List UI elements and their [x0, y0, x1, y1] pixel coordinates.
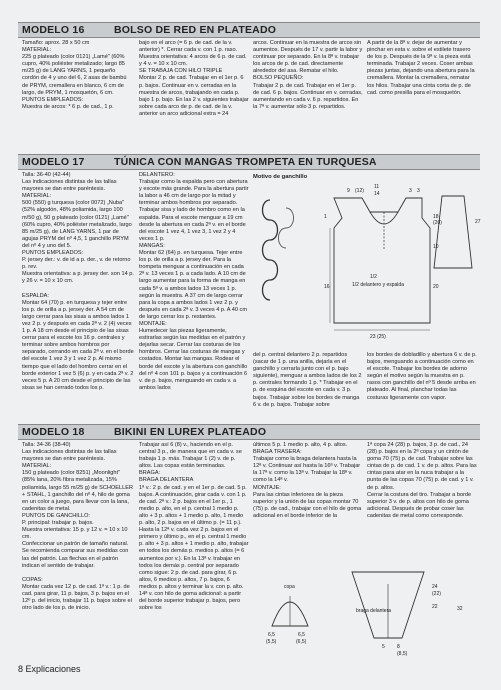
- dim-left-1: 1: [324, 214, 327, 220]
- model-17-title: TÚNICA CON MANGAS TROMPETA EN TURQUESA: [114, 156, 377, 168]
- model-16-title: BOLSO DE RED EN PLATEADO: [114, 24, 277, 36]
- brief-dim-5: 5: [382, 644, 385, 650]
- dim-right-3: 27: [475, 219, 481, 225]
- cup-dim-2: (5,5): [266, 639, 277, 645]
- dim-top-2: (12): [355, 188, 364, 194]
- model-18-text-col-1: Talla: 34-36 (38-40) Las indicaciones distintas de las tallas mayores se dan entre paréntesis. MATERIAL: 150 g plateado (color 8251) „Moonlight" (85% lana, 20% fibra metalizada, 15% poliamida, largo 55 m/25 g) de SCHOELLER + STAHL, 1 ganchillo del nº 4, hilo de goma en un color a juego, para llevar con la lana, cadenitas de metal. PUNTOS DE GANCHILLO: P. principal: trabajar p. bajos. Muestra orientativa: 15 p. y 12 v. = 10 x 10 cm. Confeccionar un patrón de tamaño natural. Se recomienda comparar sus medidas con las del patrón. Las flechas en el patrón indican el sentido de trabajar. COPAS: Montar cada vez 12 p. de cad. 1ª v.: 1 p. de cad. para girar, 11 p. bajos, 3 p. bajos en el 12º p. del inicio, trabajar 11 p. bajos sobre el otro lado de los p. de inicio.: [22, 442, 133, 612]
- model-18-text-col-4: 1ª copa 24 (28) p. bajos, 3 p. de cad., 24 (28) p. bajos en la 2ª copa y un cintón de goma 70 (75) p. de cad. Trabajar sobre las cintas de p. de cad. 1 v. de p. altos. Para las cintas para atar en la nuca trabajar a la punta de las copas 70 (75) p. de cad. y 1 v. de p. altos. Cerrar la costura del tiro. Trabajar a borde superior 3 v. de p. altos con hilo de goma adicional. Después de probar coser las cadenitas de metal como corresponde.: [367, 442, 477, 519]
- page-footer: 8 Explicaciones: [18, 664, 81, 674]
- brief-dim-6: 8: [397, 644, 400, 650]
- brief-dim-3: 22: [432, 604, 438, 610]
- model-17-number: MODELO 17: [22, 156, 85, 168]
- model-17-text-col-1: Talla: 36-40 (42-44) Las indicaciones distintas de las tallas mayores se dan entre paréntesis. MATERIAL: 500 (550) g turquesa (color 0072) „Nuba" (52% algodón, 48% poliamida, largo 100 m/50 g), 50 g plateado (color 0121) „Lamé" (60% cupro, 40% poliéster metalizado, largo 85 m/25 g), de LANG YARNS, 1 par de agujas PRYM del nº 4,5, 1 ganchillo PRYM del nº 4 y uno del 5. PUNTOS EMPLEADOS: P. jersey der.: v. de id a p. der., v. de retorno p. rev. Muestra orientativa: a p. jersey der. son 14 p. y 26 v. = 10 x 10 cm. ESPALDA: Montar 64 (70) p. en turquesa y tejer entre los p. de orilla a p. jersey der. A 54 cm de largo cerrar para las sisas a ambos lados 1 vez 2 p. y después en cada 2ª v. 2 (4) veces 1 p. A 18 cm desde el principio de las sisas cerrar para el escote los 16 p. centrales y terminar sobre ambos hombros por separado, cerrando en cada 2ª v. en el borde del escote 1 vez 3 y 1 vez 2 p. Al mismo tiempo que el lado del hombro cerrar en el borde exterior 1 vez 5 (6) p. y en cada 2ª v. 2 veces 5 p. A 20 cm desde el principio de las sisas se han cerrado todos los p.: [22, 172, 134, 391]
- brief-label: braga delantera: [356, 608, 392, 614]
- brief-dim-1: 24: [432, 584, 438, 590]
- dim-right-2: (20): [433, 220, 442, 226]
- bikini-pattern-diagram: [252, 548, 482, 658]
- model-17-text-col-2: DELANTERO: Trabajar como la espalda pero con abertura y escote más grande. Para la abertura partir la labor a 46 cm de largo por la mitad y terminar ambos hombros por separado. Trabajar sisa y lado de hombro como en la espalda. Para el escote menguar a 19 cm desde la abertura en cada 2ª v. en el borde del escote 1 vez 4, 1 vez 3, 1 vez 2 y 4 veces 1 p. MANGAS: Montar 62 (64) p. en turquesa. Tejer entre los p. de orilla a p. jersey der. Para la trompeta menguar a continuación en cada 2ª v. 13 veces 1 p. a cada lado. A 10 cm de largo aumentar para la forma de manga en cada 5ª v. a ambos lados 13 veces 1 p. según la muestra. A 37 cm de largo cerrar para la copa a ambos lados 1 vez 2 p. y después en cada 2ª v. 3 veces 4 p. A 40 cm de largo cerrar los p. restantes. MONTAJE: Humedecer las piezas ligeramente, estirarlas según las medidas en el patrón y dejarlas secar. Cerrar las costuras de los hombros. Cerrar las costuras de mangas y costados. Montar las mangas. Rodear el borde del escote y la abertura con ganchillo del nº 4 con 101 p. bajos y a continuación 6 v. de p. bajos, menguando en cada v. a ambos lados: [139, 172, 249, 391]
- model-16-text-col-2: bajo en el arco (= 6 p. de cad. de la v. anterior) *. Cerrar cada v. con 1 p. raso. Muestra orientativa: 4 arcos de 6 p. de cad. y 4 v. = 10 x 10 cm. SE TRABAJA CON HILO TRIPLE Montar 2 p. de cad. Trabajar en el 1er p. 6 p. bajos. Continuar en v. cerradas en la muestra de arcos, trabajando en cada p. bajo 1 p. bajo. En las 2 v. siguientes trabajar sobre cada arco de p. de cad. de la v. anterior un arco adicional extra = 24: [139, 40, 249, 117]
- model-16-header: [18, 22, 480, 38]
- model-16-text-col-1: Tamaño: aprox. 28 x 50 cm MATERIAL: 225 g plateado (color 0121) „Lamé" (60% cupro, 40% poliéster metalizado; largo 85 m/25 g) de LANG YARNS, 1 pequeño cordón de 4 y uno del 6, 2 asas de bambú de PRYM, cremallera en blanco, 6 cm de largo, de PRYM, 1 mosquetón, 6 cm. PUNTOS EMPLEADOS: Muestra de arcos: * 6 p. de cad., 1 p.: [22, 40, 127, 110]
- brief-dim-7: (8,5): [397, 651, 408, 657]
- brief-dim-4: 32: [457, 606, 463, 612]
- dim-right-4: 10: [433, 244, 439, 250]
- dim-top-1: 9: [347, 188, 350, 194]
- tunic-pattern-diagram: [252, 178, 482, 348]
- dim-top-5: 3: [409, 188, 412, 194]
- model-18-title: BIKINI EN LUREX PLATEADO: [114, 426, 267, 438]
- half-label: 1/2 delantero y espalda: [352, 282, 404, 288]
- dim-bottom: 23 (25): [370, 334, 386, 340]
- dim-right-1: 18: [433, 214, 439, 220]
- model-17-text-col-4: los bordes de dobladillo y abertura 6 v. de p. bajos, menguando a continuación como en el escote. Trabajar los bordes de adorno según el motivo según la muestra en p. rasos con ganchillo del nº 5 desde arriba en plateado. Al final, planchar todas las costuras ligeramente con vapor.: [367, 352, 479, 401]
- dim-left-3: 16: [324, 284, 330, 290]
- cup-dim-4: (6,5): [296, 639, 307, 645]
- cup-dim-3: 6,5: [298, 632, 305, 638]
- brief-dim-2: (22): [432, 591, 441, 597]
- model-16-number: MODELO 16: [22, 24, 85, 36]
- dim-top-6: 3: [417, 188, 420, 194]
- cup-dim-1: 6,5: [268, 632, 275, 638]
- model-18-header: [18, 424, 480, 440]
- crochet-motif-label: Motivo de ganchillo: [253, 174, 308, 180]
- half-label-num: 1/2: [370, 274, 377, 280]
- cup-label: copa: [284, 584, 295, 590]
- model-18-text-col-3: últimos 5 p. 1 medio p. alto, 4 p. altos. BRAGA TRASERA: Trabajar como la braga delantera hasta la 12ª v. Continuar así hasta la 16ª v. Trabajar la 17ª v. como la 13ª v. Trabajar la 18ª v. como la 14ª v. MONTAJE: Para las cintas inferiores de la pieza superior y la unión de las copas montar 70 (75) p. de cad., trabajar con el hilo de goma adicional en el borde inferior de la: [253, 442, 362, 519]
- model-18-number: MODELO 18: [22, 426, 85, 438]
- motif-spiral-2: [279, 208, 294, 248]
- model-17-text-col-3: del p. central delantero 2 p. repartidos (sacar de 1 p. una anilla, dejarla en el ganchillo y cerrarla junto con el p. bajo siguiente), menguar a ambos lados de los 2 p. centrales formando 1 p. * Trabajar en el p. de esquina del escote en cada v. 3 p. bajos. Trabajar sobre los bordes de manga 6 v. de p. bajos. Trabajar sobre: [253, 352, 364, 408]
- motif-spiral: [263, 200, 278, 300]
- model-16-text-col-3: arcos. Continuar en la muestra de arcos sin aumentos. Después de 17 v. partir la labor y continuar por separado. En la 8ª v. trabajar los arcos de p. de cad. directamente alrededor del asa. Rematar el hilo. BOLSO PEQUEÑO: Trabajar 2 p. de cad. Trabajar en el 1er p. de cad. 6 p. bajos. Continuar en v. cerradas, aumentando en cada v. 6 p. repartidos. En la 7ª v. aumentar sólo 3 p. repartidos.: [253, 40, 363, 110]
- model-17-header: [18, 154, 480, 170]
- model-18-text-col-2: Trabajar así 6 (8) v., haciendo en el p. central 3 p., de manera que en cada v. se trabaja 1 p. más. Trabajar 1 (2) v. de p. altos. Las copas están terminadas. BRAGA: BRAGA DELANTERA 1ª v.: 2 p. de cad. y en el 1er p. de cad. 5 p. bajos. A continuación, girar cada v. con 1 p. de cad. 2ª v.: 2 p. bajos en el 1er p., 1 medio p. alto, en el p. central 1 medio p. alto + 3 p. altos + 1 medio p. alto, 1 medio p. alto, 2 p. bajos en el último p. (= 11 p.). Hasta la 12ª v. cada vez 2 p. bajos en el primero y último p., en el p. central 1 medio p. alto + 3 p. altos + 1 medio p. alto, trabajar en todos los demás p. medios p. altos (= 6 aumentos por v.). En la 13ª v. trabajar en todos los demás p. central por separado como sigue: 2 p. de cad. para girar, 6 p. altos, 6 medios p. altos, 7 p. bajos, 6 medios p. altos y terminar la v. con p. alto. 14ª v. con hilo de goma adicional: a partir del borde superior trabajar p. bajos, pero sobre los: [139, 442, 249, 612]
- sleeve-outline: [434, 196, 472, 268]
- model-16-text-col-4: A partir de la 8ª v. dejar de aumentar y pinchar en esta v. sobre el estilete trasero de los p. Después de la 9ª v. la pieza está terminada. Trabajar 2 veces. Coser ambas piezas juntas, dejando una abertura para la cremallera. Montar la cremallera, rematar los hilos. Trabajar una cinta corta de p. de cad. como presilla para el mosquetón.: [367, 40, 477, 96]
- tunic-outline: [334, 198, 430, 323]
- dim-top-4: 14: [374, 191, 380, 197]
- dim-top-3: 11: [374, 184, 380, 190]
- dim-right-5: 20: [433, 284, 439, 290]
